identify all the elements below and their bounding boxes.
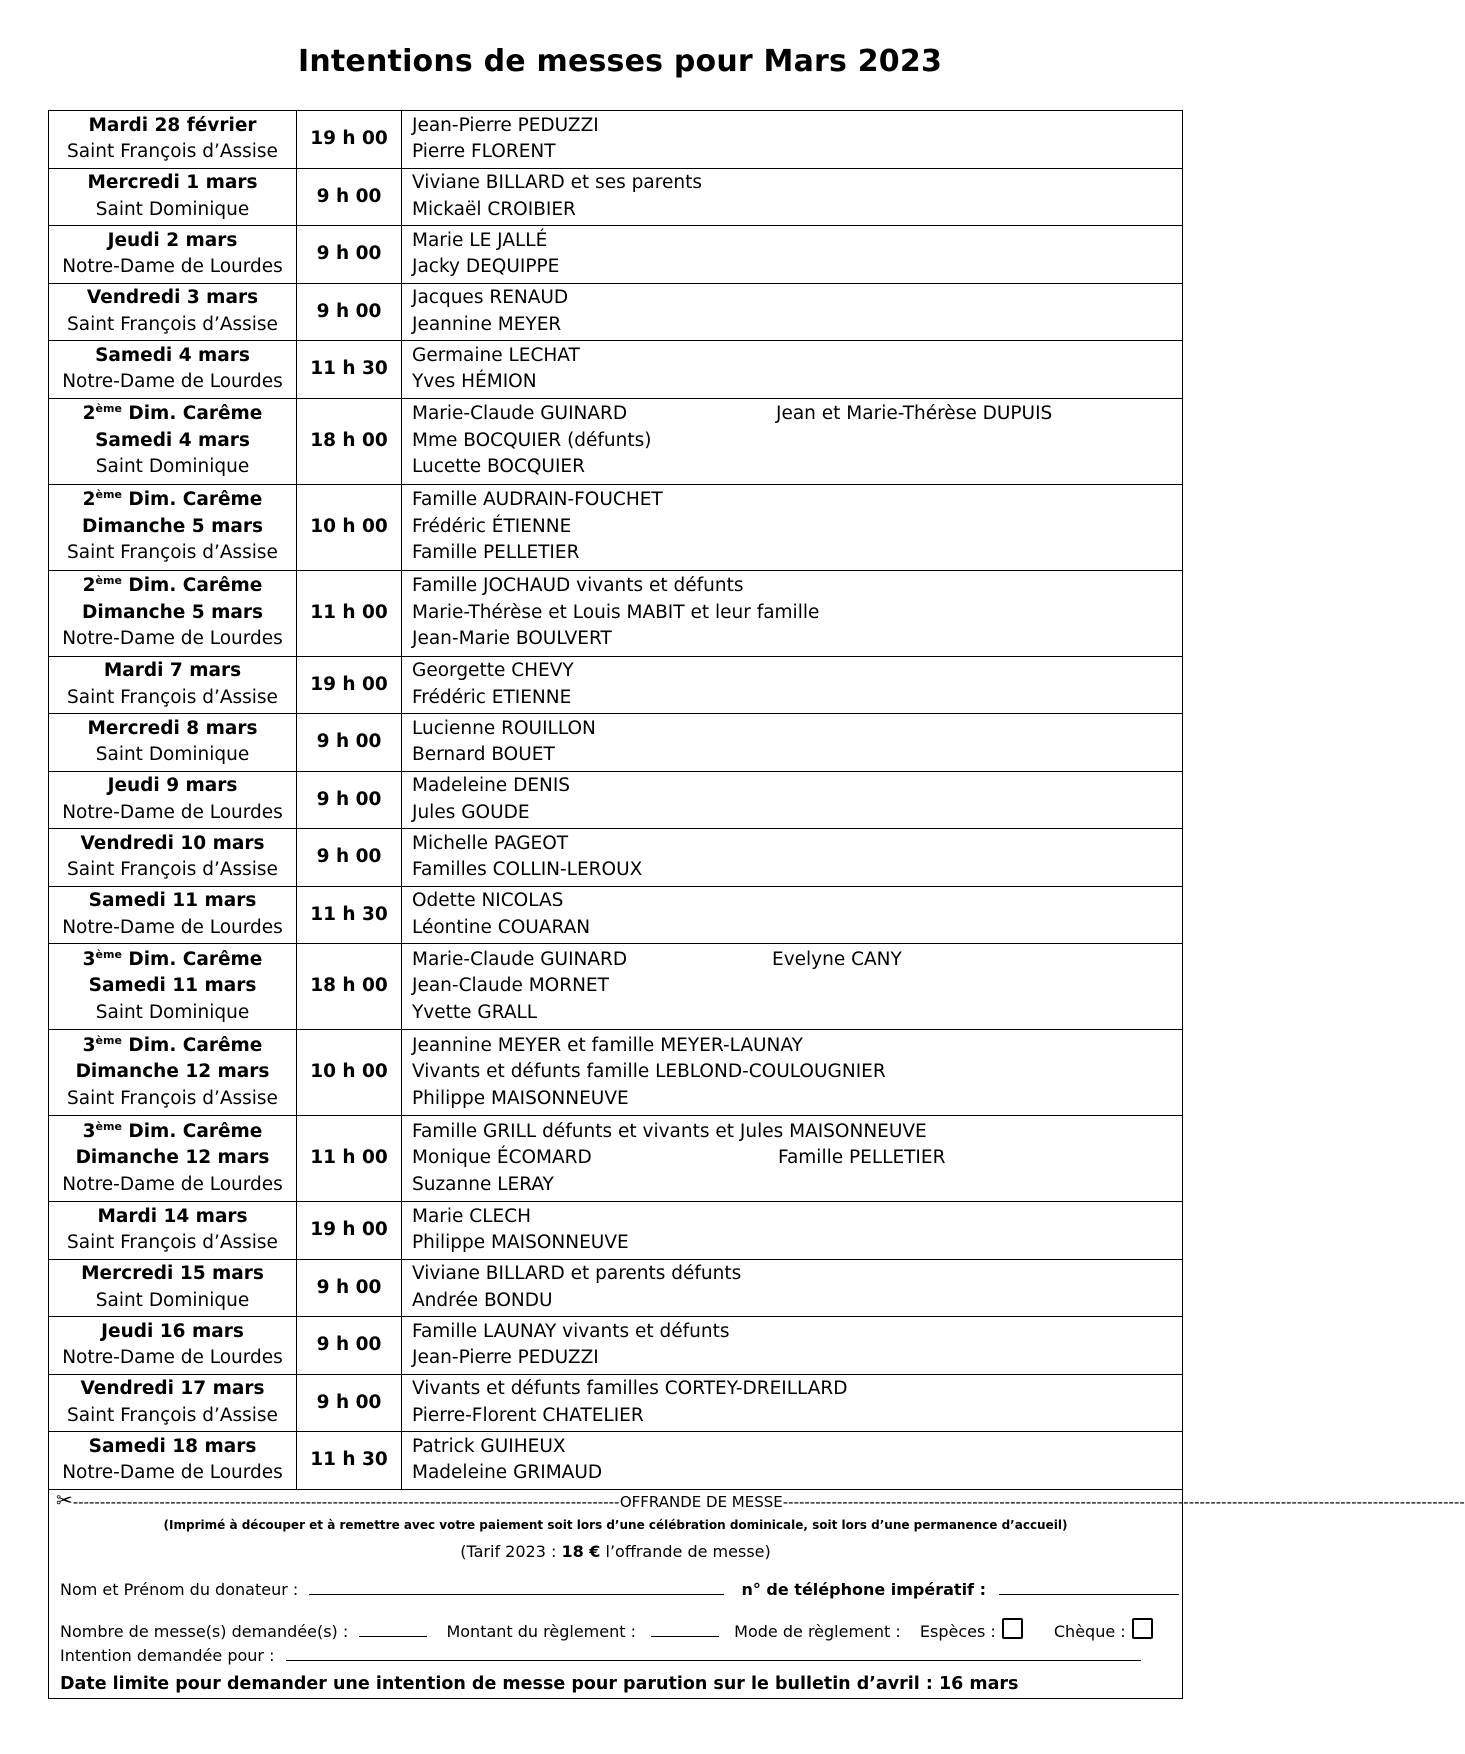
intention-line [412, 973, 1182, 1000]
intentions-cell [402, 484, 1183, 570]
mass-date: Jeudi 9 mars [107, 775, 238, 797]
church-name: Saint François d’Assise [67, 313, 278, 335]
intention-line [412, 1086, 1182, 1113]
mass-date: Vendredi 10 mars [80, 832, 265, 854]
intention-name: Vivants et défunts familles CORTEY-DREILLARD [412, 1378, 848, 1400]
liturgical-day [49, 573, 296, 600]
mass-time: 19 h 00 [297, 1202, 402, 1260]
ordinal-suffix: ème [95, 947, 122, 961]
liturgical-day [49, 487, 296, 514]
intention-line [412, 312, 1182, 339]
date-cell [49, 341, 297, 399]
intention-name: Jean-Pierre PEDUZZI [412, 1347, 599, 1369]
liturgical-label: Dim. Carême [121, 948, 263, 970]
liturgical-ordinal: 2 [82, 575, 96, 597]
mass-time: 11 h 30 [297, 886, 402, 944]
intention-name: Andrée BONDU [412, 1289, 553, 1311]
intention-name: Viviane BILLARD et parents défunts [412, 1263, 742, 1285]
mass-time: 9 h 00 [297, 1374, 402, 1432]
intention-line [412, 685, 1182, 712]
table-row [49, 111, 1183, 169]
mass-time: 10 h 00 [297, 484, 402, 570]
church-name: Saint Dominique [95, 744, 250, 766]
intention-name: Jules GOUDE [412, 801, 530, 823]
intention-line [412, 1059, 1182, 1086]
coupon-note: (Imprimé à découper et à remettre avec votre paiement soit lors d’une célébration dominicale, soit lors d’une permanence d’accueil) [163, 1518, 1068, 1532]
mass-date: Mardi 28 février [88, 114, 257, 136]
date-cell [49, 886, 297, 944]
dash-left: ----------------------------------------------------------------------------------------------------- [72, 1493, 620, 1511]
intentions-cell [402, 656, 1183, 714]
date-cell [49, 168, 297, 226]
liturgical-day [49, 947, 296, 974]
date-cell [49, 1317, 297, 1375]
church-name: Notre-Dame de Lourdes [62, 256, 283, 278]
liturgical-ordinal: 3 [82, 1034, 96, 1056]
mass-time: 9 h 00 [297, 168, 402, 226]
mass-date: Dimanche 5 mars [82, 515, 263, 537]
liturgical-label: Dim. Carême [121, 403, 263, 425]
intention-line [412, 947, 1182, 974]
intention-line [412, 716, 1182, 743]
intention-name: Marie-Thérèse et Louis MABIT et leur famille [412, 601, 820, 623]
deadline-notice: Date limite pour demander une intention de messe pour parution sur le bulletin d’avril : 16 mars [60, 1674, 1019, 1694]
intention-name: Famille AUDRAIN-FOUCHET [412, 489, 663, 511]
intention-line [412, 343, 1182, 370]
table-body [49, 111, 1183, 1490]
church-name: Notre-Dame de Lourdes [62, 628, 283, 650]
church-name: Notre-Dame de Lourdes [62, 916, 283, 938]
intention-name: Marie-Claude GUINARD [412, 403, 628, 425]
date-cell [49, 656, 297, 714]
intention-name: Léontine COUARAN [412, 916, 591, 938]
intention-name: Marie-Claude GUINARD [412, 948, 628, 970]
intention-line [412, 1172, 1182, 1199]
mass-time: 11 h 00 [297, 1116, 402, 1202]
mass-time: 11 h 30 [297, 341, 402, 399]
date-cell [49, 111, 297, 169]
tarif-amount: 18 € [561, 1542, 601, 1561]
cheque-checkbox[interactable] [1132, 1618, 1153, 1639]
intentions-cell [402, 283, 1183, 341]
intention-name: Jean-Pierre PEDUZZI [412, 114, 599, 136]
intention-name: Frédéric ETIENNE [412, 686, 572, 708]
intention-line [412, 369, 1182, 396]
mass-time: 9 h 00 [297, 771, 402, 829]
intention-line [412, 1261, 1182, 1288]
date-cell [49, 283, 297, 341]
intention-name: Frédéric ÉTIENNE [412, 515, 572, 537]
intention-name: Jean-Claude MORNET [412, 975, 609, 997]
intention-name: Jacky DEQUIPPE [412, 256, 560, 278]
intentions-cell [402, 1432, 1183, 1490]
table-row [49, 1202, 1183, 1260]
cut-label: OFFRANDE DE MESSE [619, 1493, 783, 1511]
mass-time: 9 h 00 [297, 283, 402, 341]
donor-row [60, 1580, 1179, 1599]
intentions-cell [402, 1116, 1183, 1202]
intention-name: Mme BOCQUIER (défunts) [412, 429, 652, 451]
table-row [49, 829, 1183, 887]
mass-count-field[interactable] [359, 1622, 427, 1637]
intention-line [412, 888, 1182, 915]
intentions-cell [402, 1259, 1183, 1317]
intention-line [412, 573, 1182, 600]
intention-line [412, 1434, 1182, 1461]
intentions-cell [402, 1374, 1183, 1432]
liturgical-ordinal: 3 [82, 948, 96, 970]
mass-time: 18 h 00 [297, 398, 402, 484]
intention-line [412, 514, 1182, 541]
intentions-cell [402, 226, 1183, 284]
tarif-prefix: (Tarif 2023 : [460, 1542, 562, 1561]
table-row [49, 226, 1183, 284]
mass-date: Mardi 7 mars [103, 660, 242, 682]
intention-line [412, 170, 1182, 197]
intentions-cell [402, 341, 1183, 399]
coupon-tarif [48, 1542, 1183, 1561]
intention-field[interactable] [286, 1646, 1141, 1661]
intention-line [412, 285, 1182, 312]
intention-name: Suzanne LERAY [412, 1173, 554, 1195]
church-name: Saint Dominique [95, 1289, 250, 1311]
table-row [49, 1432, 1183, 1490]
intention-name: Yves HÉMION [412, 371, 537, 393]
mass-date: Mardi 14 mars [97, 1205, 248, 1227]
intention-line [412, 1033, 1182, 1060]
intentions-cell [402, 944, 1183, 1030]
table-row [49, 771, 1183, 829]
mass-date: Vendredi 3 mars [86, 287, 259, 309]
table-row [49, 714, 1183, 772]
date-cell [49, 1432, 297, 1490]
church-name: Saint François d’Assise [67, 1404, 278, 1426]
church-name: Saint François d’Assise [67, 141, 278, 163]
intention-name: Famille LAUNAY vivants et défunts [412, 1320, 730, 1342]
tarif-suffix: l’offrande de messe) [600, 1542, 771, 1561]
mass-time: 18 h 00 [297, 944, 402, 1030]
intentions-cell [402, 829, 1183, 887]
intention-name: Jean-Marie BOULVERT [412, 628, 612, 650]
ordinal-suffix: ème [95, 402, 122, 416]
church-name: Saint François d’Assise [67, 542, 278, 564]
intention-line [412, 1145, 1182, 1172]
intention-line [412, 428, 1182, 455]
mass-time: 9 h 00 [297, 1317, 402, 1375]
intentions-cell [402, 398, 1183, 484]
church-name: Saint François d’Assise [67, 1232, 278, 1254]
intention-name: Mickaël CROIBIER [412, 198, 576, 220]
date-cell [49, 398, 297, 484]
intention-name: Marie CLECH [412, 1205, 532, 1227]
date-cell [49, 1202, 297, 1260]
mass-time: 9 h 00 [297, 829, 402, 887]
table-row [49, 1374, 1183, 1432]
table-row [49, 484, 1183, 570]
mass-time: 11 h 30 [297, 1432, 402, 1490]
table-row [49, 168, 1183, 226]
date-cell [49, 944, 297, 1030]
intention-line [412, 1319, 1182, 1346]
intention-line [412, 800, 1182, 827]
mass-date: Samedi 18 mars [88, 1435, 257, 1457]
payment-row [60, 1618, 1153, 1641]
mass-date: Samedi 11 mars [88, 890, 257, 912]
date-cell [49, 829, 297, 887]
church-name: Saint Dominique [95, 456, 250, 478]
intention-line [412, 197, 1182, 224]
intention-label: Intention demandée pour : [60, 1646, 275, 1665]
mass-date: Vendredi 17 mars [80, 1378, 265, 1400]
intention-line [412, 540, 1182, 567]
intention-line [412, 254, 1182, 281]
intention-line [412, 1230, 1182, 1257]
mass-date: Samedi 11 mars [88, 975, 257, 997]
intention-name-secondary: Jean et Marie-Thérèse DUPUIS [776, 403, 1053, 425]
mass-date: Dimanche 12 mars [75, 1061, 270, 1083]
mass-date: Mercredi 8 mars [87, 717, 258, 739]
table-row [49, 1030, 1183, 1116]
intentions-cell [402, 1317, 1183, 1375]
intentions-cell [402, 570, 1183, 656]
date-cell [49, 226, 297, 284]
phone-label: n° de téléphone impératif : [741, 1580, 986, 1599]
intention-name: Georgette CHEVY [412, 660, 574, 682]
church-name: Notre-Dame de Lourdes [62, 371, 283, 393]
table-row [49, 283, 1183, 341]
intention-line [412, 626, 1182, 653]
amount-field[interactable] [651, 1622, 719, 1637]
intention-row [60, 1646, 1141, 1665]
intention-name: Jacques RENAUD [412, 287, 569, 309]
liturgical-label: Dim. Carême [121, 489, 263, 511]
date-cell [49, 1259, 297, 1317]
intention-line [412, 1403, 1182, 1430]
intention-name: Madeleine DENIS [412, 775, 571, 797]
mass-time: 9 h 00 [297, 714, 402, 772]
cash-label: Espèces : [919, 1622, 996, 1641]
liturgical-day [49, 401, 296, 428]
table-row [49, 886, 1183, 944]
church-name: Saint François d’Assise [67, 686, 278, 708]
phone-field[interactable] [999, 1580, 1179, 1595]
intention-name: Lucette BOCQUIER [412, 456, 585, 478]
table-row [49, 398, 1183, 484]
intentions-cell [402, 1030, 1183, 1116]
intention-line [412, 742, 1182, 769]
intention-name: Jeannine MEYER [412, 313, 562, 335]
intention-name: Vivants et défunts famille LEBLOND-COULOUGNIER [412, 1061, 886, 1083]
intentions-cell [402, 714, 1183, 772]
church-name: Saint Dominique [95, 198, 250, 220]
mass-time: 11 h 00 [297, 570, 402, 656]
table-row [49, 1259, 1183, 1317]
table-row [49, 341, 1183, 399]
liturgical-label: Dim. Carême [121, 575, 263, 597]
intention-name: Marie LE JALLÉ [412, 229, 548, 251]
intention-name: Odette NICOLAS [412, 890, 564, 912]
date-cell [49, 714, 297, 772]
intention-line [412, 228, 1182, 255]
intention-name: Jeannine MEYER et famille MEYER-LAUNAY [412, 1034, 803, 1056]
scissors-icon: ✂ [56, 1488, 73, 1512]
intention-name: Philippe MAISONNEUVE [412, 1232, 629, 1254]
mass-date: Samedi 4 mars [95, 344, 250, 366]
mass-date: Mercredi 1 mars [87, 172, 258, 194]
intention-line [412, 1288, 1182, 1315]
intention-name-secondary: Evelyne CANY [772, 948, 902, 970]
intention-name: Familles COLLIN-LEROUX [412, 859, 643, 881]
intention-line [412, 600, 1182, 627]
ordinal-suffix: ème [95, 1119, 122, 1133]
intention-line [412, 401, 1182, 428]
intention-name: Famille JOCHAUD vivants et défunts [412, 575, 744, 597]
church-name: Saint François d’Assise [67, 859, 278, 881]
intention-name: Patrick GUIHEUX [412, 1435, 566, 1457]
intentions-cell [402, 168, 1183, 226]
page-title: Intentions de messes pour Mars 2023 [297, 44, 943, 79]
intention-line [412, 1345, 1182, 1372]
mass-date: Dimanche 5 mars [82, 601, 263, 623]
table-row [49, 570, 1183, 656]
mass-date: Jeudi 2 mars [107, 229, 238, 251]
intention-line [412, 773, 1182, 800]
intention-line [412, 831, 1182, 858]
payment-mode-label: Mode de règlement : [734, 1622, 901, 1641]
mass-date: Dimanche 12 mars [75, 1147, 270, 1169]
mass-date: Mercredi 15 mars [81, 1263, 264, 1285]
intention-line [412, 658, 1182, 685]
liturgical-ordinal: 2 [82, 403, 96, 425]
cash-checkbox[interactable] [1002, 1618, 1023, 1639]
date-cell [49, 1374, 297, 1432]
cheque-label: Chèque : [1053, 1622, 1126, 1641]
intention-name: Bernard BOUET [412, 744, 555, 766]
intention-line [412, 1204, 1182, 1231]
donor-name-label: Nom et Prénom du donateur : [60, 1580, 299, 1599]
mass-time: 9 h 00 [297, 226, 402, 284]
ordinal-suffix: ème [95, 574, 122, 588]
ordinal-suffix: ème [95, 488, 122, 502]
liturgical-ordinal: 3 [82, 1120, 96, 1142]
cut-line [56, 1488, 1465, 1512]
liturgical-label: Dim. Carême [121, 1034, 263, 1056]
mass-time: 9 h 00 [297, 1259, 402, 1317]
intention-name: Viviane BILLARD et ses parents [412, 172, 702, 194]
intention-name: Philippe MAISONNEUVE [412, 1087, 629, 1109]
mass-intentions-table [48, 110, 1183, 1490]
ordinal-suffix: ème [95, 1033, 122, 1047]
church-name: Notre-Dame de Lourdes [62, 1347, 283, 1369]
intention-name: Germaine LECHAT [412, 344, 580, 366]
mass-time: 10 h 00 [297, 1030, 402, 1116]
liturgical-label: Dim. Carême [121, 1120, 263, 1142]
dash-right: ------------------------------------------------------------------------------------------------------------------------------ [782, 1493, 1465, 1511]
intention-name: Lucienne ROUILLON [412, 717, 596, 739]
intention-line [412, 857, 1182, 884]
amount-label: Montant du règlement : [446, 1622, 636, 1641]
table-row [49, 656, 1183, 714]
intention-line [412, 1119, 1182, 1146]
intentions-cell [402, 886, 1183, 944]
church-name: Notre-Dame de Lourdes [62, 801, 283, 823]
liturgical-day [49, 1033, 296, 1060]
intention-name: Pierre-Florent CHATELIER [412, 1404, 644, 1426]
date-cell [49, 484, 297, 570]
date-cell [49, 771, 297, 829]
intention-name: Michelle PAGEOT [412, 832, 569, 854]
intention-name: Famille GRILL défunts et vivants et Jules MAISONNEUVE [412, 1120, 927, 1142]
church-name: Notre-Dame de Lourdes [62, 1462, 283, 1484]
intention-line [412, 454, 1182, 481]
intention-line [412, 1376, 1182, 1403]
intention-name: Monique ÉCOMARD [412, 1147, 592, 1169]
liturgical-day [49, 1119, 296, 1146]
intentions-cell [402, 771, 1183, 829]
intention-line [412, 487, 1182, 514]
table-row [49, 944, 1183, 1030]
mass-date: Jeudi 16 mars [101, 1320, 244, 1342]
intention-line [412, 915, 1182, 942]
date-cell [49, 1116, 297, 1202]
intention-name-secondary: Famille PELLETIER [778, 1147, 946, 1169]
intention-line [412, 1460, 1182, 1487]
mass-date: Samedi 4 mars [95, 429, 250, 451]
table-row [49, 1116, 1183, 1202]
date-cell [49, 570, 297, 656]
liturgical-ordinal: 2 [82, 489, 96, 511]
date-cell [49, 1030, 297, 1116]
intentions-cell [402, 1202, 1183, 1260]
intention-name: Yvette GRALL [412, 1001, 538, 1023]
intention-line [412, 1000, 1182, 1027]
table-row [49, 1317, 1183, 1375]
mass-count-label: Nombre de messe(s) demandée(s) : [60, 1622, 349, 1641]
donor-name-field[interactable] [309, 1580, 724, 1595]
mass-time: 19 h 00 [297, 111, 402, 169]
intention-name: Madeleine GRIMAUD [412, 1462, 603, 1484]
mass-time: 19 h 00 [297, 656, 402, 714]
intention-name: Famille PELLETIER [412, 542, 580, 564]
intention-line [412, 113, 1182, 140]
intention-name: Pierre FLORENT [412, 141, 556, 163]
intention-line [412, 139, 1182, 166]
church-name: Saint Dominique [95, 1001, 250, 1023]
intentions-cell [402, 111, 1183, 169]
church-name: Notre-Dame de Lourdes [62, 1173, 283, 1195]
church-name: Saint François d’Assise [67, 1087, 278, 1109]
